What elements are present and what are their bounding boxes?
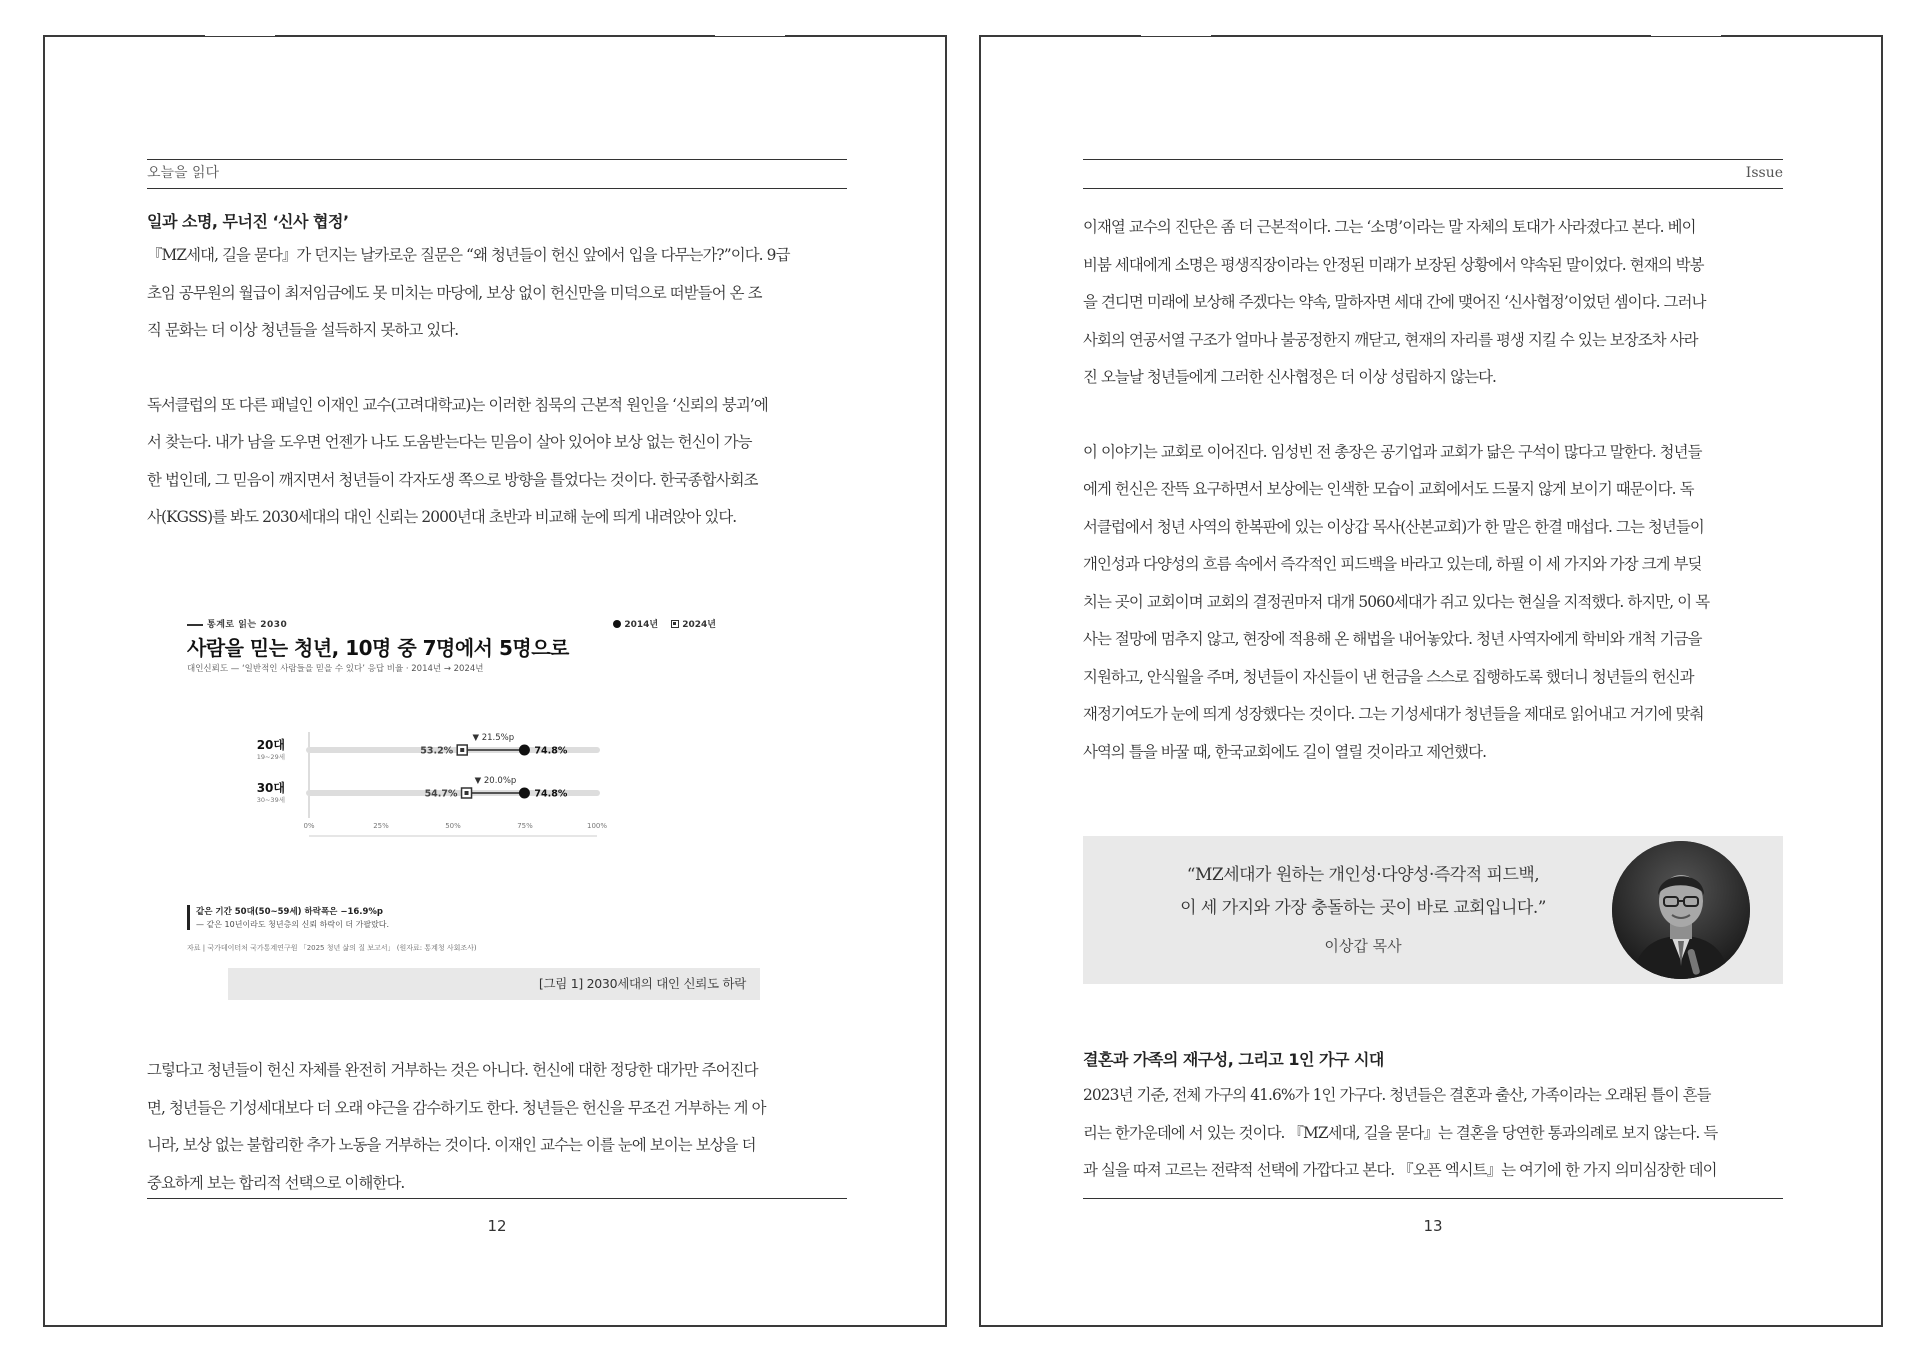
marker-2014 bbox=[519, 745, 530, 756]
speaker-portrait bbox=[1612, 841, 1750, 979]
footer-rule bbox=[1083, 1198, 1783, 1199]
marker-2024-inner bbox=[465, 791, 469, 795]
right-page bbox=[979, 35, 1883, 1327]
value-label-2014: 74.8% bbox=[534, 788, 568, 800]
figure-title: 사람을 믿는 청년, 10명 중 7명에서 5명으로 bbox=[187, 636, 569, 660]
section-title: 일과 소명, 무너진 ‘신사 협정’ bbox=[147, 212, 349, 231]
x-tick-label: 0% bbox=[303, 822, 315, 830]
paragraph: 2023년 기준, 전체 가구의 41.6%가 1인 가구다. 청년들은 결혼과 출산, 가족이라는 오래된 틀이 흔들 리는 한가운데에 서 있는 것이다. 『MZ세대, 길을 묻다』는 결혼을 당연한 통과의례로 보지 않는다. 득 과 실을 따져 고르는 전략적 선택에 가깝다고 본다. 『오픈 엑시트』는 여기에 한 가지 의미심장한 데이 bbox=[1083, 1086, 1718, 1179]
figure-note: 같은 기간 50대(50~59세) 하락폭은 −16.9%p — 같은 10년이라도 청년층의 신뢰 하락이 더 가팔랐다. bbox=[187, 905, 389, 930]
portrait-image bbox=[1612, 841, 1750, 979]
quote-text: “MZ세대가 원하는 개인성·다양성·즉각적 피드백, 이 세 가지와 가장 충돌하는 곳이 바로 교회입니다.” bbox=[1180, 865, 1546, 918]
paragraph: 그렇다고 청년들이 헌신 자체를 완전히 거부하는 것은 아니다. 헌신에 대한 정당한 대가만 주어진다 면, 청년들은 기성세대보다 더 오래 야근을 감수하기도 한다. 청년들은 헌신을 무조건 거부하는 게 아 니라, 보상 없는 불합리한 추가 노동을 거부하는 것이다. 이재인 교수는 이를 눈에 보이는 보상을 더 중요하게 보는 합리적 선택으로 이해한다. bbox=[147, 1061, 766, 1192]
section-title: 결혼과 가족의 재구성, 그리고 1인 가구 시대 bbox=[1083, 1050, 1384, 1069]
footer-rule bbox=[147, 1198, 847, 1199]
paragraph: 『MZ세대, 길을 묻다』가 던지는 날카로운 질문은 “왜 청년들이 헌신 앞에서 입을 다무는가?”이다. 9급 초임 공무원의 월급이 최저임금에도 못 미치는 마당에, 보상 없이 헌신만을 미덕으로 떠받들어 온 조 직 문화는 더 이상 청년들을 설득하지 못하고 있다. 독서클럽의 또 다른 패널인 이재인 교수(고려대학교)는 이러한 침묵의 근본적 원인을 ‘신뢰의 붕괴’에 서 찾는다. 내가 남을 도우면 언젠가 나도 도움받는다는 믿음이 살아 있어야 보상 없는 헌신이 가능 한 법인데, 그 믿음이 깨지면서 청년들이 각자도생 쪽으로 방향을 틀었다는 것이다. 한국종합사회조 사(KGSS)를 봐도 2030세대의 대인 신뢰는 2000년대 초반과 비교해 눈에 띄게 내려앉아 있다. bbox=[147, 246, 790, 526]
chart-legend bbox=[613, 617, 716, 630]
running-head: 오늘을 읽다 bbox=[147, 159, 847, 189]
change-label: ▼ 21.5%p bbox=[472, 733, 515, 743]
running-head: Issue bbox=[1083, 159, 1783, 189]
paragraph: 이재열 교수의 진단은 좀 더 근본적이다. 그는 ‘소명’이라는 말 자체의 토대가 사라졌다고 본다. 베이 비붐 세대에게 소명은 평생직장이라는 안정된 미래가 보장된 상황에서 약속된 말이었다. 현재의 박봉 을 견디면 미래에 보상해 주겠다는 약속, 말하자면 세대 간에 맺어진 ‘신사협정’이었던 셈이다. 그러나 사회의 연공서열 구조가 얼마나 불공정한지 깨닫고, 현재의 자리를 평생 지킬 수 있는 보장조차 사라 진 오늘날 청년들에게 그러한 신사협정은 더 이상 성립하지 않는다. 이 이야기는 교회로 이어진다. 임성빈 전 총장은 공기업과 교회가 닮은 구석이 많다고 말한다. 청년들 에게 헌신은 잔뜩 요구하면서 보상에는 인색한 모습이 교회에서도 드물지 않게 보이기 때문이다. 독 서클럽에서 청년 사역의 한복판에 있는 이상갑 목사(산본교회)가 한 말은 한결 매섭다. 그는 청년들이 개인성과 다양성의 흐름 속에서 즉각적인 피드백을 바라고 있는데, 하필 이 세 가지와 가장 크게 부딪 치는 곳이 교회이며 교회의 결정권마저 대개 5060세대가 쥐고 있다는 현실을 지적했다. 하지만, 이 목 사는 절망에 멈추지 않고, 현장에 적용해 온 해법을 내어놓았다. 청년 사역자에게 학비와 개척 기금을 지원하고, 안식월을 주며, 청년들이 자신들이 낸 헌금을 스스로 집행하도록 했더니 청년들의 헌신과 재정기여도가 눈에 띄게 성장했다는 것이다. 그는 기성세대가 청년들을 제대로 읽어내고 거기에 맞춰 사역의 틀을 바꿀 때, 한국교회에도 길이 열릴 것이라고 제언했다. bbox=[1083, 218, 1710, 761]
row-sublabel: 19~29세 bbox=[256, 753, 285, 761]
figure-subtitle: 대인신뢰도 — ‘일반적인 사람들을 믿을 수 있다’ 응답 비율 · 2014년 → 2024년 bbox=[187, 664, 484, 674]
x-tick-label: 75% bbox=[517, 822, 533, 830]
quote-attribution: 이상갑 목사 bbox=[1324, 937, 1402, 955]
figure-kicker: 통계로 읽는 2030 bbox=[187, 617, 287, 630]
row-sublabel: 30~39세 bbox=[256, 796, 285, 804]
right-body-top bbox=[1083, 209, 1783, 771]
right-body-bottom bbox=[1083, 1047, 1783, 1190]
marker-2014 bbox=[519, 788, 530, 799]
figure-trust-chart bbox=[187, 617, 760, 973]
page-number: 12 bbox=[487, 1217, 507, 1235]
pull-quote bbox=[1083, 836, 1783, 984]
x-tick-label: 50% bbox=[445, 822, 461, 830]
row-label: 30대 bbox=[256, 781, 285, 795]
legend-dot-icon bbox=[613, 620, 621, 628]
x-tick-label: 25% bbox=[373, 822, 389, 830]
legend-item: 2024년 bbox=[682, 620, 716, 630]
figure-source: 자료 | 국가데이터처 국가통계연구원 「2025 청년 삶의 질 보고서」 (원자료: 통계청 사회조사) bbox=[187, 944, 477, 952]
marker-2024-inner bbox=[460, 748, 464, 752]
left-body-top bbox=[147, 209, 847, 537]
figure-caption: [그림 1] 2030세대의 대인 신뢰도 하락 bbox=[228, 968, 760, 1000]
legend-item: 2014년 bbox=[624, 620, 659, 630]
value-label-2024: 53.2% bbox=[420, 745, 454, 757]
left-body-bottom bbox=[147, 1052, 847, 1202]
legend-square-icon bbox=[671, 620, 679, 628]
row-label: 20대 bbox=[256, 738, 285, 752]
x-tick-label: 100% bbox=[586, 822, 608, 830]
dumbbell-chart bbox=[187, 732, 747, 892]
page-number: 13 bbox=[1423, 1217, 1443, 1235]
value-label-2014: 74.8% bbox=[534, 745, 568, 757]
value-label-2024: 54.7% bbox=[424, 788, 458, 800]
change-label: ▼ 20.0%p bbox=[474, 776, 517, 786]
